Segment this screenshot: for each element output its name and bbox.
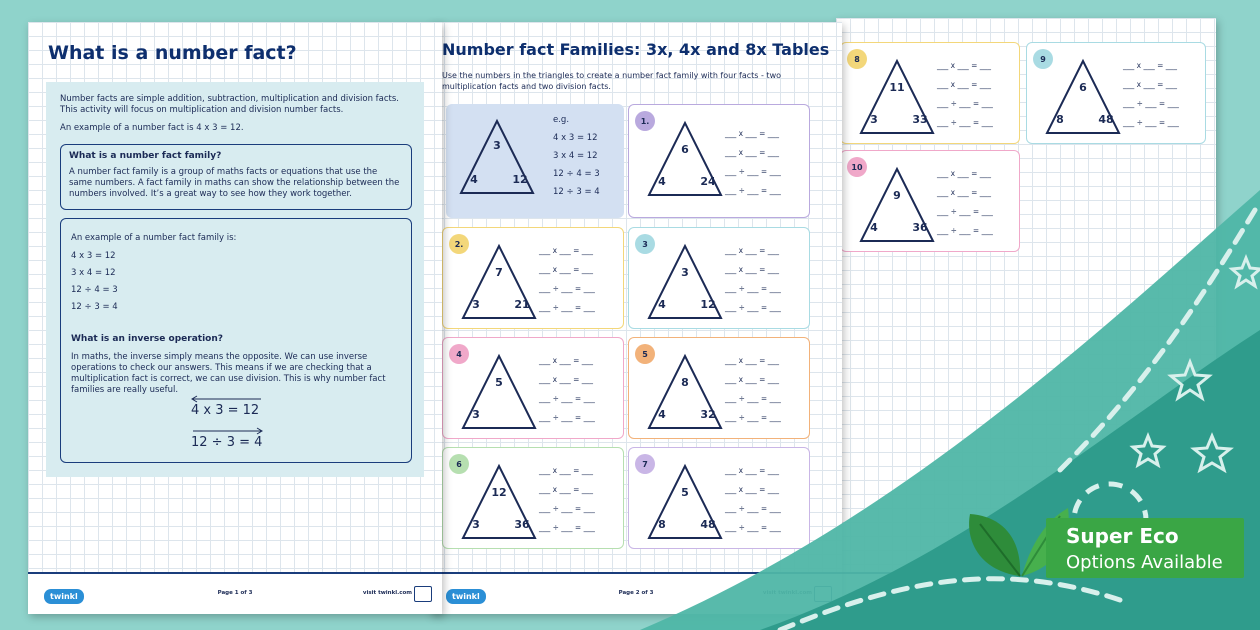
blank-line[interactable]: ___ ÷ ___ = ___: [725, 504, 781, 513]
card-number: 10: [847, 157, 867, 177]
triangle-top: 6: [681, 143, 689, 156]
triangle-right: 32: [700, 408, 716, 421]
blank-line[interactable]: ___ x ___ = ___: [539, 466, 594, 475]
triangle-top: 12: [491, 486, 507, 499]
fact-family-heading: What is a number fact family?: [69, 151, 222, 161]
triangle-right: 48: [1098, 113, 1114, 126]
blank-line[interactable]: ___ ÷ ___ = ___: [1123, 118, 1179, 127]
eco-line-2: Options Available: [1066, 552, 1223, 573]
blank-line[interactable]: ___ ÷ ___ = ___: [725, 394, 781, 403]
instruction-text: Use the numbers in the triangles to create a number fact family with four facts - two multiplication facts and two division facts.: [442, 71, 782, 91]
eco-line-1: Super Eco: [1066, 524, 1179, 548]
card-number: 4: [449, 344, 469, 364]
triangle-right: 36: [912, 221, 928, 234]
intro-text: Number facts are simple addition, subtraction, multiplication and division facts. This activity will focus on multiplication and division number facts.: [60, 94, 400, 115]
triangle-right: 12: [700, 298, 716, 311]
blank-line[interactable]: ___ x ___ = ___: [725, 356, 780, 365]
card-number: 8: [847, 49, 867, 69]
card-number: 9: [1033, 49, 1053, 69]
super-eco-badge[interactable]: [960, 498, 1250, 582]
twinkl-logo: twinkl: [446, 589, 486, 604]
inverse-equation-1: 4 x 3 = 12: [191, 403, 260, 418]
blank-line[interactable]: ___ x ___ = ___: [725, 148, 780, 157]
triangle-right: 21: [514, 298, 530, 311]
eg-fact: 3 x 4 = 12: [553, 151, 598, 161]
example-text: An example of a number fact is 4 x 3 = 12.: [60, 123, 244, 133]
blank-line[interactable]: ___ x ___ = ___: [937, 61, 992, 70]
triangle-left: 3: [472, 518, 480, 531]
blank-line[interactable]: ___ ÷ ___ = ___: [725, 186, 781, 195]
blank-line[interactable]: ___ ÷ ___ = ___: [725, 413, 781, 422]
blank-line[interactable]: ___ x ___ = ___: [1123, 61, 1178, 70]
blank-line[interactable]: ___ ÷ ___ = ___: [725, 303, 781, 312]
blank-line[interactable]: ___ x ___ = ___: [539, 375, 594, 384]
card-number: 3: [635, 234, 655, 254]
triangle-top: 3: [681, 266, 689, 279]
triangle-left: 3: [870, 113, 878, 126]
triangle-top: 11: [889, 81, 905, 94]
triangle-top: 9: [893, 189, 901, 202]
twinkl-logo: twinkl: [44, 589, 84, 604]
blank-line[interactable]: ___ x ___ = ___: [725, 129, 780, 138]
blank-line[interactable]: ___ ÷ ___ = ___: [539, 413, 595, 422]
blank-line[interactable]: ___ x ___ = ___: [539, 265, 594, 274]
visit-link: visit twinkl.com: [362, 590, 412, 596]
triangle-left: 4: [658, 298, 666, 311]
blank-line[interactable]: ___ x ___ = ___: [1123, 80, 1178, 89]
blank-line[interactable]: ___ x ___ = ___: [937, 188, 992, 197]
blank-line[interactable]: ___ ÷ ___ = ___: [937, 118, 993, 127]
blank-line[interactable]: ___ ÷ ___ = ___: [725, 167, 781, 176]
card-number: 6: [449, 454, 469, 474]
triangle-top: 8: [681, 376, 689, 389]
blank-line[interactable]: ___ ÷ ___ = ___: [539, 394, 595, 403]
triangle-left: 8: [658, 518, 666, 531]
eg-fact: 12 ÷ 4 = 3: [553, 169, 600, 179]
triangle-right: 36: [514, 518, 530, 531]
card-number: 1.: [635, 111, 655, 131]
eg-fact: 12 ÷ 3 = 4: [553, 187, 600, 197]
example-fact: 3 x 4 = 12: [71, 268, 116, 278]
blank-line[interactable]: ___ ÷ ___ = ___: [725, 284, 781, 293]
blank-line[interactable]: ___ ÷ ___ = ___: [539, 523, 595, 532]
inverse-equation-2: 12 ÷ 3 = 4: [191, 435, 263, 450]
triangle-right: 24: [700, 175, 716, 188]
blank-line[interactable]: ___ x ___ = ___: [937, 169, 992, 178]
page-number: Page 2 of 3: [618, 590, 654, 596]
blank-line[interactable]: ___ ÷ ___ = ___: [539, 504, 595, 513]
triangle-left: 3: [472, 408, 480, 421]
blank-line[interactable]: ___ ÷ ___ = ___: [937, 207, 993, 216]
example-fact: 4 x 3 = 12: [71, 251, 116, 261]
blank-line[interactable]: ___ x ___ = ___: [725, 485, 780, 494]
blank-line[interactable]: ___ ÷ ___ = ___: [1123, 99, 1179, 108]
blank-line[interactable]: ___ ÷ ___ = ___: [937, 226, 993, 235]
blank-line[interactable]: ___ x ___ = ___: [725, 375, 780, 384]
triangle-left: 3: [472, 298, 480, 311]
blank-line[interactable]: ___ x ___ = ___: [539, 246, 594, 255]
triangle-top: 5: [495, 376, 503, 389]
triangle-right: 48: [700, 518, 716, 531]
eco-label-bg: [1046, 518, 1244, 578]
blank-line[interactable]: ___ x ___ = ___: [725, 265, 780, 274]
fact-family-text: A number fact family is a group of maths facts or equations that use the same numbers. A fact family in maths can show the relationship between the numbers involved. It’s a great way to see how they work together.: [69, 167, 400, 199]
blank-line[interactable]: ___ ÷ ___ = ___: [539, 303, 595, 312]
example-family-heading: An example of a number fact family is:: [71, 233, 237, 243]
triangle-top: 3: [493, 139, 501, 152]
triangle-top: 7: [495, 266, 503, 279]
triangle-left: 4: [470, 173, 478, 186]
card-number: 7: [635, 454, 655, 474]
blank-line[interactable]: ___ x ___ = ___: [539, 485, 594, 494]
card-number: 2.: [449, 234, 469, 254]
blank-line[interactable]: ___ x ___ = ___: [539, 356, 594, 365]
inverse-text: In maths, the inverse simply means the opposite. We can use inverse operations to check our answers. This means if we are checking that a multiplication fact is correct, we can use division. This is why number fact families are really useful.: [71, 352, 386, 395]
blank-line[interactable]: ___ x ___ = ___: [725, 246, 780, 255]
triangle-top: 6: [1079, 81, 1087, 94]
inverse-heading: What is an inverse operation?: [71, 334, 223, 344]
blank-line[interactable]: ___ x ___ = ___: [725, 466, 780, 475]
triangle-right: 33: [912, 113, 928, 126]
eg-fact: 4 x 3 = 12: [553, 133, 598, 143]
eg-label: e.g.: [553, 115, 570, 125]
triangle-top: 5: [681, 486, 689, 499]
page-number: Page 1 of 3: [217, 590, 253, 596]
triangle-left: 4: [658, 175, 666, 188]
page-title: What is a number fact?: [48, 42, 297, 64]
triangle-left: 4: [658, 408, 666, 421]
triangle-right: 12: [512, 173, 528, 186]
triangle-left: 8: [1056, 113, 1064, 126]
triangle-left: 4: [870, 221, 878, 234]
card-number: 5: [635, 344, 655, 364]
blank-line[interactable]: ___ ÷ ___ = ___: [937, 99, 993, 108]
page-title: Number fact Families: 3x, 4x and 8x Tables: [442, 40, 830, 59]
example-fact: 12 ÷ 4 = 3: [71, 285, 118, 295]
blank-line[interactable]: ___ ÷ ___ = ___: [539, 284, 595, 293]
blank-line[interactable]: ___ ÷ ___ = ___: [725, 523, 781, 532]
blank-line[interactable]: ___ x ___ = ___: [937, 80, 992, 89]
example-fact: 12 ÷ 3 = 4: [71, 302, 118, 312]
